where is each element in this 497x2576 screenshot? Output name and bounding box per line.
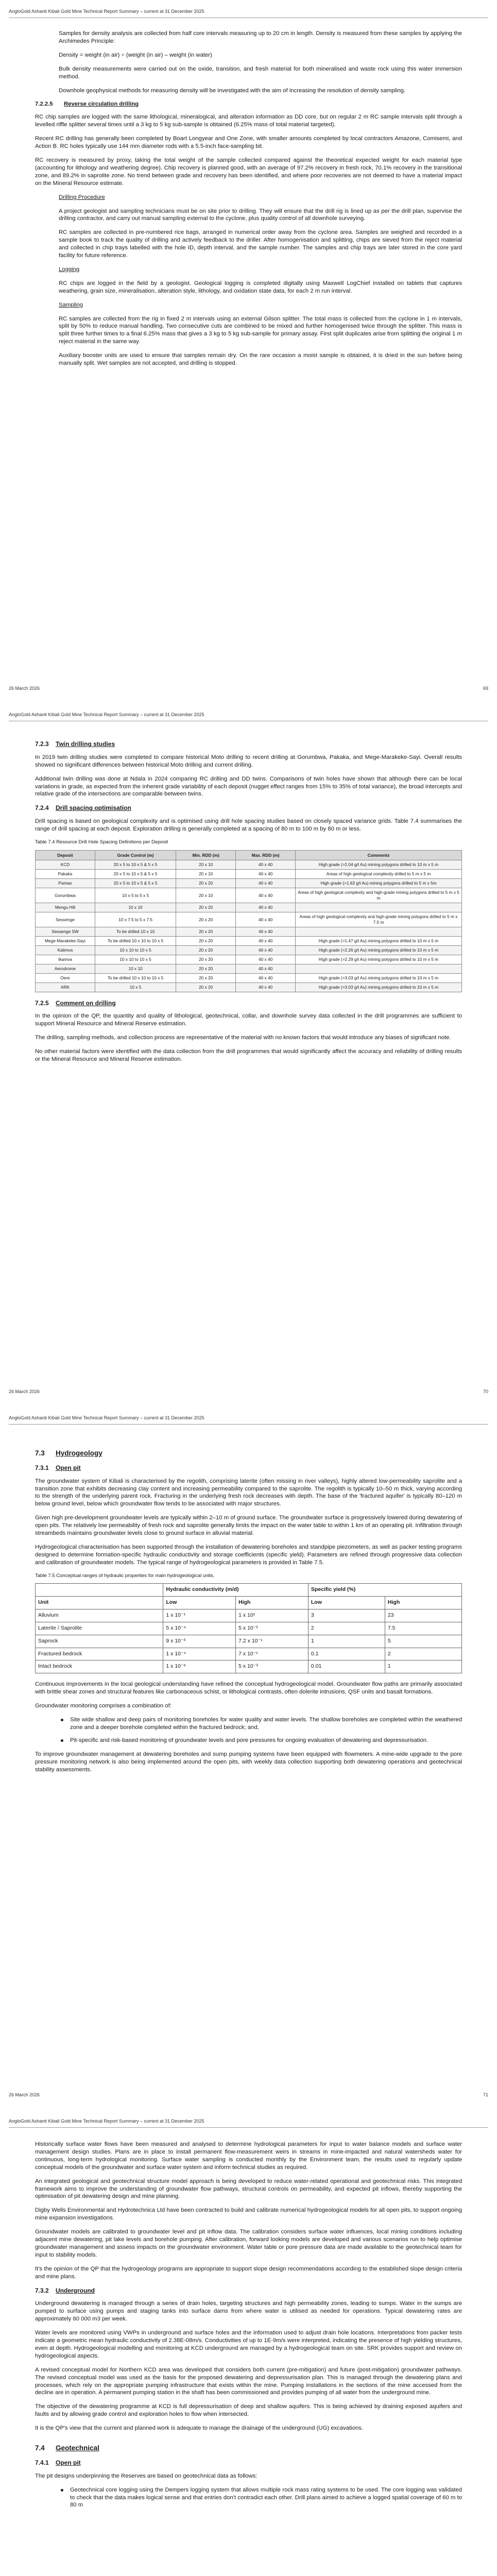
table-cell: 40 x 40	[236, 973, 296, 982]
table-cell: Fractured bedrock	[36, 1648, 163, 1660]
section-title: Hydrogeology	[56, 1449, 102, 1457]
table-cell: 20 x 20	[176, 945, 236, 955]
table-cell: Aerodrome	[36, 964, 95, 973]
paragraph: Downhole geophysical methods for measuring density will be investigated with the aim of increasing the resolution of density sampling.	[59, 87, 406, 94]
table-cell: 20 x 20	[176, 973, 236, 982]
page-body	[35, 703, 462, 1063]
section-title: Underground	[56, 2286, 95, 2294]
table-row	[36, 1660, 462, 1673]
paragraph: Underground dewatering is managed through a series of drain holes, targeting structures and high permeability zones, leading to sumps. Water in the sumps are pumped to surface using pumps and staging tanks into surface dams from where water is utilised as needed for operations. Typical dewatering rates are approximately 60 000 m3 per week.	[35, 2300, 462, 2323]
table-cell: 0.01	[308, 1660, 385, 1673]
page-number: 71	[483, 2092, 488, 2098]
page-number: 69	[483, 686, 488, 691]
table-cell: 1 x 10⁻¹	[163, 1609, 236, 1622]
table-cell: 2	[385, 1648, 461, 1660]
density-block	[35, 30, 462, 94]
list-item: Pit-specific and risk-based monitoring of groundwater levels and pore pressures for ongoing evaluation of dewatering and depressurisation.	[59, 1737, 462, 1744]
section-heading-7-2-5	[35, 999, 462, 1008]
table-header-row	[36, 1597, 462, 1609]
table-cell: 7.2 x 10⁻¹	[236, 1635, 309, 1648]
table-cell: 10 x 10	[95, 903, 176, 912]
table-cell: 5 x 10⁻⁴	[163, 1622, 236, 1635]
table-cell: 40 x 40	[236, 955, 296, 964]
table-cell: 40 x 40	[236, 860, 296, 870]
table-cell: 20 x 10	[176, 870, 236, 879]
table-cell	[296, 927, 462, 936]
subheading-sampling: Sampling	[59, 301, 83, 308]
monitoring-list	[35, 1716, 462, 1744]
running-header: AngloGold Ashanti Kibali Gold Mine Technical Report Summary – current at 31 December 2025	[9, 2119, 204, 2124]
section-heading-7-3	[35, 1449, 462, 1458]
table-cell: 40 x 40	[236, 879, 296, 888]
table-cell: Gorumbwa	[36, 888, 95, 903]
density-formula: Density = weight (in air) ÷ (weight (in air) – weight (in water)	[59, 52, 212, 58]
paragraph: Continuous improvements in the local geological understanding have refined the conceptual hydrogeological model. Groundwater flow paths are primarily associated with brittle shear zones and structural features like carbonaceous schist, or lithological contrasts, often dolerite intrusions, QSF units and basalt formations.	[35, 1681, 462, 1696]
section-title: Open pit	[56, 2459, 81, 2466]
table-cell: 10 x 10 to 10 x 5	[95, 945, 176, 955]
table-caption: Table 7.5 Conceptual ranges of hydraulic properties for main hydrogeological units.	[35, 1572, 215, 1579]
section-title: Open pit	[56, 1464, 81, 1471]
paragraph: Groundwater monitoring comprises a combination of:	[35, 1703, 172, 1709]
footer-date: 26 March 2026	[9, 1389, 40, 1395]
table-cell: Mege-Marakeke-Sayi	[36, 936, 95, 945]
table-cell: 1	[308, 1635, 385, 1648]
page-71	[0, 1406, 497, 2110]
table-cell: 20 x 20	[176, 982, 236, 992]
page-72	[0, 2110, 497, 2576]
hydraulic-properties-table	[35, 1583, 462, 1673]
table-cell: To be drilled 10 x 10 to 10 x 5	[95, 973, 176, 982]
paragraph: No other material factors were identified with the data collection from the drill programmes that would significantly affect the accuracy and reliability of drilling results or the Mineral Resource and Mineral Reserve estimation.	[35, 1048, 462, 1062]
list-item: Site wide shallow and deep pairs of monitoring boreholes for water quality and water levels. The shallow boreholes are completed within the weathered zone and a deeper borehole completed within the fractured bedrock; and,	[59, 1716, 462, 1732]
paragraph: Groundwater models are calibrated to groundwater level and pit inflow data. The calibration considers surface water influences, local mining conditions including adjacent mine dewatering, pit lake levels and borehole pumping. After calibration, forward looking models are developed and various scenarios run to help optimise groundwater management and assess impacts on the groundwater environment. Water table or pore pressure data are made available to the geotechnical team for input to stability models.	[35, 2229, 462, 2258]
table-cell: 10 x 10 to 10 x 5	[95, 955, 176, 964]
drill-spacing-table	[35, 850, 462, 992]
column-header: Deposit	[36, 850, 95, 860]
paragraph: The groundwater system of Kibali is characterised by the regolith, comprising laterite (often missing in river valleys), highly altered low-permeability saprolite and a transition zone that exhibits decreasing clay content and increasing permeability compared to the saprolite. The regolith is typically 10–50 m thick, varying according to the strength of the underlying parent rock. Fracturing in the underlying fresh rock decreases with depth. The base of the 'fractured aquifer' is typically 80–120 m below ground level, below which groundwater flow tends to be associated with major structures.	[35, 1478, 462, 1507]
section-heading-7-3-2	[35, 2287, 462, 2295]
paragraph: RC samples are collected in pre-numbered rice bags, arranged in numerical order away from the cyclone area. Samples are weighed and recorded in a sample book to track the quality of drilling and actively feedback to the driller. After homogenisation and splitting, chips are sieved from the reject material and collected in chip trays labelled with the hole ID, depth interval, and the sample number. The samples and chip trays are later stored in the core yard facility for future reference.	[59, 229, 462, 259]
paragraph: RC chip samples are logged with the same lithological, mineralogical, and alteration information as DD core, but on regular 2 m RC sample intervals split through a levelled riffle splitter several times until a 3 kg to 5 kg sub-sample is obtained (6.25% mass of total material targeted).	[35, 114, 462, 128]
table-cell: High grade (>3.03 g/t Au) mining polygons drilled to 10 m x 5 m	[296, 973, 462, 982]
table-cell: 20 x 20	[176, 936, 236, 945]
paragraph: RC chips are logged in the field by a geologist. Geological logging is completed digitally using Maxwell LogChief installed on tablets that captures weathering, grain size, mineralisation, alteration style, lithology, and oxidation state data, for each 2 m run interval.	[59, 280, 462, 294]
page-footer	[9, 2092, 488, 2098]
table-cell: To be drilled 10 x 10	[95, 927, 176, 936]
column-header-blank	[36, 1584, 163, 1597]
page-number: 70	[483, 1389, 488, 1395]
table-cell: 20 x 20	[176, 964, 236, 973]
table-cell: Intact bedrock	[36, 1660, 163, 1673]
column-header: High	[236, 1597, 309, 1609]
section-number: 7.4	[35, 2444, 45, 2452]
table-cell: 40 x 40	[236, 982, 296, 992]
table-cell: 9 x 10⁻³	[163, 1635, 236, 1648]
column-group-header: Hydraulic conductivity (m/d)	[163, 1584, 309, 1597]
table-cell: Pakaka	[36, 870, 95, 879]
column-group-header: Specific yield (%)	[308, 1584, 461, 1597]
table-cell: 5 x 10⁻²	[236, 1622, 309, 1635]
section-number: 7.2.2.5	[35, 101, 53, 108]
table-cell: 20 x 20	[176, 955, 236, 964]
paragraph: In 2019 twin drilling studies were completed to compare historical Moto drilling to recent drilling at Gorumbwa, Pakaka, and Mege-Marakeke-Sayi. Overall results showed no significant differences between historical Moto drilling and current drilling.	[35, 754, 462, 768]
paragraph: To improve groundwater management at dewatering boreholes and sump pumping systems have been equipped with flowmeters. A mine-wide upgrade to the pore pressure monitoring network is also being implemented around the open pits, with weekly data collection supporting both dewatering operations and geotechnical stability assessments.	[35, 1751, 462, 1773]
table-cell: 3	[308, 1609, 385, 1622]
paragraph: Auxiliary booster units are used to ensure that samples remain dry. On the rare occasion a moist sample is obtained, it is dried in the sun before being manually split. Wet samples are not accepted, and drilling is stopped.	[59, 352, 462, 367]
table-cell: Ikamva	[36, 955, 95, 964]
paragraph: Samples for density analysis are collected from half core intervals measuring up to 20 cm in length. Density is measured from these samples by applying the Archimedes Principle:	[59, 30, 462, 44]
table-cell: 40 x 40	[236, 945, 296, 955]
paragraph: Historically surface water flows have been measured and analysed to determine hydrological parameters for input to water balance models and surface water management design studies. Plans are in place to install permanent flow-measurement weirs in streams in mine-impacted and natural watersheds water for continuous, long-term hydrological monitoring. Surface water sampling is conducted monthly by the Environment team, the results used to regularly update conceptual models of the groundwater and surface water system and inform technical studies as required.	[35, 2141, 462, 2171]
table-cell: 40 x 40	[236, 888, 296, 903]
table-cell: 20 x 5 to 10 x 5 & 5 x 5	[95, 879, 176, 888]
table-cell: 1 x 10⁻⁶	[163, 1660, 236, 1673]
table-cell: Laterite / Saprolite	[36, 1622, 163, 1635]
table-cell	[296, 964, 462, 973]
table-cell: KCD	[36, 860, 95, 870]
column-header: Max. RDD (m)	[236, 850, 296, 860]
subheading-logging: Logging	[59, 266, 80, 273]
paragraph: RC recovery is measured by proxy, taking the total weight of the sample collected compared against the theoretical expected weight for each material type (accounting for lithology and weathering degree). Chip recovery is planned good, with an average of 97.2% recovery in fresh rock, 70.1% recovery in the transitional zone, and 89.2% in saprolite zone. No trend between grade and recovery has been identified, and where poor recoveries are not deemed to have a material impact on the Mineral Resource estimate.	[35, 157, 462, 187]
table-cell: 2	[308, 1622, 385, 1635]
table-cell: 7.5	[385, 1622, 461, 1635]
paragraph: Bulk density measurements were carried out on the oxide, transition, and fresh material for both mineralised and waste rock using this water immersion method.	[59, 65, 462, 80]
table-cell: Oere	[36, 973, 95, 982]
column-header: Low	[163, 1597, 236, 1609]
table-cell: High grade (>1.47 g/t Au) mining polygons drilled to 10 m x 5 m	[296, 936, 462, 945]
page-footer	[9, 1389, 488, 1395]
page-body	[35, 0, 462, 367]
table-cell	[296, 903, 462, 912]
table-cell: 7 x 10⁻¹	[236, 1648, 309, 1660]
paragraph: RC samples are collected from the rig in fixed 2 m intervals using an external Gilson splitter. The total mass is collected from the cyclone in 1 m intervals, split by 50% to reduce manual handling. Two consecutive cuts are combined to be mixed and further homogenised twice through the splitter. This mass is split three further times to a final 6.25% mass that gives a 3 kg to 5 kg sub-sample for primary assay. First split duplicates arise from splitting the original 1 m reject material in the same way.	[59, 315, 462, 345]
table-cell: 1	[385, 1660, 461, 1673]
table-cell: Sessenge	[36, 912, 95, 927]
section-number: 7.4.1	[35, 2459, 49, 2466]
paragraph: Given high pre-development groundwater levels are typically within 2–10 m of ground surface. The groundwater surface is progressively lowered during dewatering of open pits. The relatively low permeability of fresh rock and saprolite generally limits the impact on the water table to within 1 km of an operating pit. Infiltration through streambeds maintains groundwater levels close to ground surface in alluvial material.	[35, 1515, 462, 1537]
table-cell: Sessenge SW	[36, 927, 95, 936]
rc-subsections	[35, 194, 462, 367]
section-heading-7-4	[35, 2444, 462, 2453]
table-cell: 10 x 7.5 to 5 x 7.5	[95, 912, 176, 927]
section-number: 7.2.5	[35, 999, 49, 1007]
list-item: Geotechnical core logging using the Dempers logging system that allows multiple rock mass rating systems to be used. The core logging was validated to check that the data makes logical sense and that entries don't contradict each other. Drill plans aimed to achieve a logged spatial coverage of 60 m to 80 m	[59, 2486, 462, 2510]
section-title: Comment on drilling	[56, 999, 116, 1007]
table-header-row	[36, 850, 462, 860]
table-cell: ARK	[36, 982, 95, 992]
paragraph: Drill spacing is based on geological complexity and is optimised using drill hole spacing studies based on closely spaced variance grids. Table 7.4 summarises the range of drill spacing at each deposit. Exploration drilling is generally completed at a spacing of 80 m to 100 m by 80 m or less.	[35, 818, 462, 833]
table-cell: Kalimva	[36, 945, 95, 955]
table-row	[36, 1609, 462, 1622]
paragraph: Recent RC drilling has generally been completed by Boart Longyear and One Zone, with smaller amounts completed by local contractors Amazone, Comisemi, and Action B. RC holes typically use 144 mm diameter rods with a 5.5-inch face-sampling bit.	[35, 135, 462, 150]
table-cell: Areas of high geological complexity and high-grade mining polygons drilled to 5 m x 5 m	[296, 888, 462, 903]
table-cell: High grade (>2.29 g/t Au) mining polygons drilled to 10 m x 5 m	[296, 955, 462, 964]
page-footer	[9, 686, 488, 692]
running-header: AngloGold Ashanti Kibali Gold Mine Technical Report Summary – current at 31 December 2025	[9, 1415, 204, 1420]
table-cell: 40 x 40	[236, 870, 296, 879]
table-cell: 40 x 40	[236, 903, 296, 912]
table-caption: Table 7.4 Resource Drill Hole Spacing Definitions per Deposit	[35, 839, 168, 845]
page-69	[0, 0, 497, 703]
table-cell: 20 x 20	[176, 879, 236, 888]
table-cell: Alluvium	[36, 1609, 163, 1622]
table-cell: 1 x 10¹	[236, 1609, 309, 1622]
paragraph: The pit designs underpinning the Reserves are based on geotechnical data as follows:	[35, 2472, 258, 2479]
table-cell: High grade (>2.04 g/t Au) mining polygons drilled to 10 m x 5 m	[296, 860, 462, 870]
table-cell: 40 x 40	[236, 964, 296, 973]
paragraph: In the opinion of the QP, the quantity and quality of lithological, geotechnical, collar, and downhole survey data collected in the drill programmes are sufficient to support Mineral Resource and Mineral Reserve estimation.	[35, 1013, 462, 1027]
table-cell: Areas of high geological complexity drilled to 5 m x 5 m	[296, 870, 462, 879]
page-70	[0, 703, 497, 1406]
table-row	[36, 973, 462, 982]
paragraph: A project geologist and sampling technicians must be on site prior to drilling. They will ensure that the drill rig is lined up as per the drill plan, supervise the drilling contractor, and carry out manual sampling external to the cyclone, plus quality control of all downhole surveying.	[59, 208, 462, 222]
table-row	[36, 912, 462, 927]
column-header: Low	[308, 1597, 385, 1609]
table-row	[36, 870, 462, 879]
section-title: Twin drilling studies	[56, 740, 115, 748]
table-cell: 5 x 10⁻³	[236, 1660, 309, 1673]
section-number: 7.2.4	[35, 804, 49, 812]
section-number: 7.3.1	[35, 1464, 49, 1471]
paragraph: The drilling, sampling methods, and collection process are representative of the material with no known factors that would introduce any biases of significant note.	[35, 1035, 451, 1041]
section-heading-7-2-4	[35, 804, 462, 812]
table-row	[36, 879, 462, 888]
section-number: 7.3	[35, 1449, 45, 1457]
table-cell: High grade (>1.63 g/t Au) mining polygons drilled to 5 m x 5m	[296, 879, 462, 888]
paragraph: Hydrogeological characterisation has been supported through the installation of dewatering boreholes and standpipe piezometers, as well as packer testing programs designed to determine formation-specific hydraulic conductivity and storage coefficients (specific yield). Parameters are refined through progressive data collection and calibration of groundwater models. The typical range of hydrogeological parameters is provided in Table 7.5.	[35, 1544, 462, 1566]
table-row	[36, 1635, 462, 1648]
table-cell: 20 x 5 to 10 x 5 & 5 x 5	[95, 870, 176, 879]
table-cell: High grade (>3.03 g/t Au) mining polygons drilled to 10 m x 5 m	[296, 982, 462, 992]
table-cell: 5	[385, 1635, 461, 1648]
table-cell: 23	[385, 1609, 461, 1622]
header-rule	[9, 2127, 488, 2128]
table-cell: Pamao	[36, 879, 95, 888]
table-row	[36, 936, 462, 945]
table-row	[36, 888, 462, 903]
table-cell: Saprock	[36, 1635, 163, 1648]
table-cell: 20 x 5 to 10 x 5 & 5 x 5	[95, 860, 176, 870]
table-cell: To be drilled 10 x 10 to 10 x 5	[95, 936, 176, 945]
table-cell: 40 x 40	[236, 936, 296, 945]
table-cell: High grade (>2.26 g/t Au) mining polygons drilled to 10 m x 5 m	[296, 945, 462, 955]
section-title: Geotechnical	[56, 2444, 99, 2452]
table-row	[36, 860, 462, 870]
paragraph: Additional twin drilling was done at Ndala in 2024 comparing RC drilling and DD twins. Comparisons of twin holes have shown that although there can be local variations in grade, as expected from the inherent grade variability of each deposit (nugget effect ranges from 15% to 35% of total variance), the broad intercepts and relative grade of the intersections are comparable between twins.	[35, 775, 462, 798]
section-title: Drill spacing optimisation	[56, 804, 131, 812]
subheading-drilling-procedure: Drilling Procedure	[59, 194, 105, 200]
section-number: 7.3.2	[35, 2286, 49, 2294]
geotechnical-list	[35, 2486, 462, 2510]
column-header: Grade Control (m)	[95, 850, 176, 860]
table-cell: 20 x 20	[176, 927, 236, 936]
column-header: Unit	[36, 1597, 163, 1609]
section-number: 7.2.3	[35, 740, 49, 748]
table-row	[36, 982, 462, 992]
section-heading-7-2-3	[35, 740, 462, 749]
table-row	[36, 1648, 462, 1660]
table-cell: 20 x 10	[176, 860, 236, 870]
section-title: Reverse circulation drilling	[64, 101, 139, 108]
header-rule	[9, 1424, 488, 1425]
table-cell: 20 x 20	[176, 903, 236, 912]
table-row	[36, 927, 462, 936]
paragraph: The objective of the dewatering programme at KCD is full depressurisation of deep and shallow aquifers. This is being achieved by draining exposed aquifers and faults and by allowing grade control and exploration holes to flow when intersected.	[35, 2403, 462, 2418]
table-row	[36, 1622, 462, 1635]
table-cell: Areas of high geological complexity and high-grade mining polygons drilled to 5 m x 7.5 m	[296, 912, 462, 927]
table-row	[36, 945, 462, 955]
section-heading-7-2-2-5	[35, 100, 462, 108]
table-row	[36, 955, 462, 964]
paragraph: Water levels are monitored using VWPs in underground and surface holes and the information used to adjust drain hole locations. Interpretations from packer tests indicate a geometric mean hydraulic conductivity of 2.38E-08m/s. Conductivities of up to 1E-9m/s were interpreted, indicating the presence of high yielding structures, even at depth. Hydrogeological modelling and monitoring at KCD underground are managed by a hydrogeological team on site. SRK provides support and review on hydrogeological aspects.	[35, 2330, 462, 2359]
table-cell: 40 x 40	[236, 927, 296, 936]
table-row	[36, 964, 462, 973]
table-cell: Mengu Hill	[36, 903, 95, 912]
table-cell: 40 x 40	[236, 912, 296, 927]
column-header: Comments	[296, 850, 462, 860]
running-header: AngloGold Ashanti Kibali Gold Mine Technical Report Summary – current at 31 December 2025	[9, 9, 204, 14]
running-header: AngloGold Ashanti Kibali Gold Mine Technical Report Summary – current at 31 December 2025	[9, 712, 204, 717]
page-body	[35, 2110, 462, 2509]
page-body	[35, 1406, 462, 1773]
column-header: High	[385, 1597, 461, 1609]
column-header: Min. RDD (m)	[176, 850, 236, 860]
footer-date: 26 March 2026	[9, 2092, 40, 2098]
paragraph: It is the QP's view that the current and planned work is adequate to manage the drainage of the underground (UG) excavations.	[35, 2425, 364, 2432]
table-cell: 10 x 5 to 5 x 5	[95, 888, 176, 903]
section-heading-7-3-1	[35, 1464, 462, 1472]
paragraph: A revised conceptual model for Northern KCD area was developed that considers both current (pre-mitigation) and future (post-mitigation) groundwater pathways. The revised conceptual model was used as the basis for the proposed dewatering and depressurisation plan. This is managed through the dewatering plans and processes, which rely on the appropriate pumping infrastructure that exists within the mine. Pumping installations in the sections of the mine accessed from the decline are in operation. A permanent pumping station in the shaft has been commissioned and provides pumping of all water from the underground mine.	[35, 2366, 462, 2396]
paragraph: It's the opinion of the QP that the hydrogeology programs are appropriate to support slope design recommendations according to the established slope design criteria and mine plans.	[35, 2265, 462, 2280]
table-cell: 20 x 10	[176, 888, 236, 903]
paragraph: Digby Wells Environmental and Hydrotechnica Ltd have been contracted to build and calibrate numerical hydrogeological models for all open pits, to support ongoing mine expansion investigations.	[35, 2207, 462, 2222]
table-row	[36, 903, 462, 912]
table-cell: 1 x 10⁻⁴	[163, 1648, 236, 1660]
paragraph: An integrated geological and geotechnical structure model approach is being developed to reduce water-related operational and geotechnical risks. This integrated framework aims to improve the understanding of groundwater flow pathways, structural controls on permeability, and expected pit inflows, thereby supporting the optimisation of pit dewatering design and mine planning.	[35, 2178, 462, 2200]
table-cell: 20 x 20	[176, 912, 236, 927]
table-group-header-row	[36, 1584, 462, 1597]
table-cell: 0.1	[308, 1648, 385, 1660]
table-cell: 10 x 10	[95, 964, 176, 973]
section-heading-7-4-1	[35, 2459, 462, 2467]
footer-date: 26 March 2026	[9, 686, 40, 691]
table-cell: 10 x 5	[95, 982, 176, 992]
